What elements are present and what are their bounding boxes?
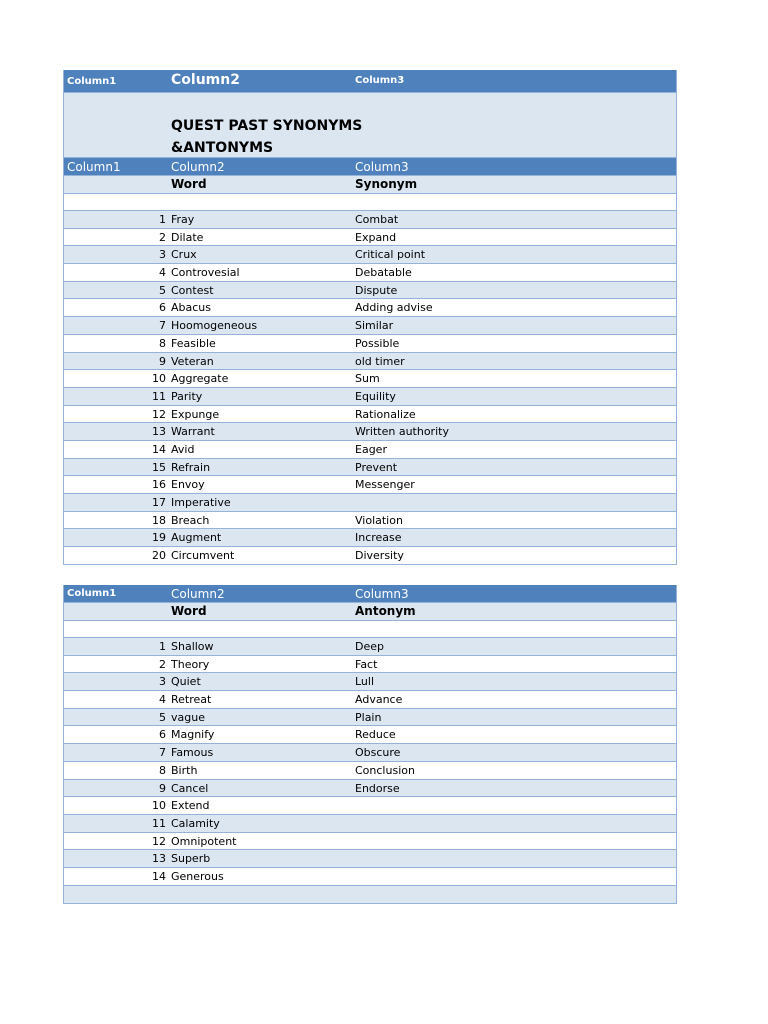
meaning-cell: Possible bbox=[355, 336, 400, 350]
row-number: 15 bbox=[152, 460, 166, 474]
word-cell: Envoy bbox=[171, 478, 205, 492]
row-number: 4 bbox=[159, 266, 166, 280]
meaning-cell: Rationalize bbox=[355, 407, 416, 421]
header-row bbox=[64, 585, 676, 603]
meaning-cell: Advance bbox=[355, 693, 403, 707]
subheader-row bbox=[64, 603, 676, 621]
top-header-row bbox=[64, 70, 676, 93]
meaning-cell: Violation bbox=[355, 513, 403, 527]
word-cell: Cancel bbox=[171, 781, 209, 795]
subheader-row bbox=[64, 176, 676, 194]
column2-header: Column2 bbox=[171, 72, 240, 88]
table-row bbox=[64, 833, 676, 851]
table-row bbox=[64, 335, 676, 353]
meaning-cell: Increase bbox=[355, 531, 402, 545]
table-row bbox=[64, 815, 676, 833]
column3-header: Column3 bbox=[355, 160, 409, 174]
meaning-cell: Lull bbox=[355, 675, 375, 689]
table-row bbox=[64, 726, 676, 744]
table-row bbox=[64, 850, 676, 868]
table-row bbox=[64, 797, 676, 815]
row-number: 18 bbox=[152, 513, 166, 527]
column2-header: Column2 bbox=[171, 160, 225, 174]
table-row bbox=[64, 229, 676, 247]
column1-header: Column1 bbox=[67, 160, 121, 174]
table-row bbox=[64, 547, 676, 565]
word-cell: Breach bbox=[171, 513, 210, 527]
word-cell: Veteran bbox=[171, 354, 214, 368]
meaning-cell: Obscure bbox=[355, 746, 401, 760]
header-row bbox=[64, 158, 676, 176]
word-cell: Avid bbox=[171, 442, 195, 456]
meaning-cell: Combat bbox=[355, 213, 399, 226]
meaning-cell: Dispute bbox=[355, 283, 398, 297]
meaning-cell: Prevent bbox=[355, 460, 398, 474]
meaning-cell: Reduce bbox=[355, 728, 396, 742]
word-cell: Refrain bbox=[171, 460, 211, 474]
row-number: 12 bbox=[152, 834, 166, 848]
word-cell: Fray bbox=[171, 213, 195, 226]
table-row bbox=[64, 709, 676, 727]
column3-header: Column3 bbox=[355, 75, 405, 86]
word-cell: Expunge bbox=[171, 407, 220, 421]
table-row bbox=[64, 211, 676, 229]
row-number: 17 bbox=[152, 496, 166, 509]
word-cell: Circumvent bbox=[171, 549, 235, 563]
word-cell: Augment bbox=[171, 531, 222, 545]
row-number: 7 bbox=[159, 746, 166, 760]
meaning-cell: Diversity bbox=[355, 549, 404, 563]
table-row bbox=[64, 691, 676, 709]
table-row bbox=[64, 673, 676, 691]
meaning-cell: Plain bbox=[355, 710, 382, 724]
row-number: 7 bbox=[159, 319, 166, 333]
word-cell: Feasible bbox=[171, 336, 216, 350]
word-cell: Abacus bbox=[171, 301, 211, 315]
row-number: 4 bbox=[159, 693, 166, 707]
table-row bbox=[64, 299, 676, 317]
word-cell: Dilate bbox=[171, 230, 204, 244]
word-cell: Warrant bbox=[171, 425, 215, 439]
word-cell: Hoomogeneous bbox=[171, 319, 258, 333]
meaning-cell: old timer bbox=[355, 354, 405, 368]
table-row bbox=[64, 744, 676, 762]
meaning-cell: Expand bbox=[355, 230, 397, 244]
word-cell: Birth bbox=[171, 763, 198, 777]
meaning-cell: Conclusion bbox=[355, 763, 415, 777]
row-number: 3 bbox=[159, 248, 166, 262]
meaning-cell: Similar bbox=[355, 319, 394, 333]
table-row bbox=[64, 264, 676, 282]
table-row bbox=[64, 282, 676, 300]
word-cell: Crux bbox=[171, 248, 197, 262]
row-number: 8 bbox=[159, 763, 166, 777]
antonyms-table bbox=[63, 585, 677, 904]
row-number: 19 bbox=[152, 531, 166, 545]
meaning-cell: Fact bbox=[355, 657, 378, 671]
meaning-cell: Deep bbox=[355, 640, 384, 653]
meaning-cell: Sum bbox=[355, 372, 380, 386]
table-row bbox=[64, 780, 676, 798]
row-number: 20 bbox=[152, 549, 166, 563]
table-row bbox=[64, 353, 676, 371]
word-cell: Omnipotent bbox=[171, 834, 237, 848]
word-cell: Shallow bbox=[171, 640, 214, 653]
meaning-cell: Adding advise bbox=[355, 301, 433, 315]
meaning-cell: Debatable bbox=[355, 266, 412, 280]
table-row bbox=[64, 388, 676, 406]
meaning-cell: Eager bbox=[355, 442, 387, 456]
word-cell: vague bbox=[171, 710, 205, 724]
word-cell: Contest bbox=[171, 283, 214, 297]
word-cell: Superb bbox=[171, 852, 211, 866]
meaning-cell: Critical point bbox=[355, 248, 426, 262]
row-number: 11 bbox=[152, 389, 166, 403]
row-number: 9 bbox=[159, 354, 166, 368]
table-row bbox=[64, 656, 676, 674]
table-row bbox=[64, 476, 676, 494]
word-cell: Theory bbox=[171, 657, 210, 671]
word-cell: Extend bbox=[171, 799, 210, 813]
word-cell: Imperative bbox=[171, 496, 231, 509]
column1-header: Column1 bbox=[67, 588, 117, 599]
row-number: 5 bbox=[159, 283, 166, 297]
meaning-cell: Written authority bbox=[355, 425, 449, 439]
antonym-heading: Antonym bbox=[355, 604, 416, 618]
column1-header: Column1 bbox=[67, 76, 117, 87]
word-heading: Word bbox=[171, 604, 207, 618]
word-cell: Quiet bbox=[171, 675, 201, 689]
column3-header: Column3 bbox=[355, 587, 409, 601]
table-row bbox=[64, 494, 676, 512]
row-number: 9 bbox=[159, 781, 166, 795]
word-cell: Retreat bbox=[171, 693, 212, 707]
row-number: 10 bbox=[152, 372, 166, 386]
word-cell: Generous bbox=[171, 869, 224, 883]
column2-header: Column2 bbox=[171, 587, 225, 601]
word-cell: Aggregate bbox=[171, 372, 229, 386]
row-number: 10 bbox=[152, 799, 166, 813]
row-number: 16 bbox=[152, 478, 166, 492]
table-row bbox=[64, 762, 676, 780]
synonyms-table bbox=[63, 70, 677, 565]
table-row bbox=[64, 529, 676, 547]
blank-row bbox=[64, 886, 676, 904]
meaning-cell: Equility bbox=[355, 389, 396, 403]
word-cell: Famous bbox=[171, 746, 214, 760]
table-row bbox=[64, 638, 676, 656]
word-cell: Parity bbox=[171, 389, 203, 403]
row-number: 13 bbox=[152, 425, 166, 439]
blank-row bbox=[64, 621, 676, 638]
meaning-cell: Messenger bbox=[355, 478, 415, 492]
title-row bbox=[64, 93, 676, 158]
row-number: 1 bbox=[159, 640, 166, 653]
table-row bbox=[64, 317, 676, 335]
row-number: 8 bbox=[159, 336, 166, 350]
row-number: 14 bbox=[152, 869, 166, 883]
blank-row bbox=[64, 194, 676, 211]
row-number: 1 bbox=[159, 213, 166, 226]
row-number: 12 bbox=[152, 407, 166, 421]
row-number: 11 bbox=[152, 816, 166, 830]
row-number: 2 bbox=[159, 657, 166, 671]
meaning-cell: Endorse bbox=[355, 781, 400, 795]
row-number: 3 bbox=[159, 675, 166, 689]
word-heading: Word bbox=[171, 177, 207, 191]
page-title: QUEST PAST SYNONYMS &ANTONYMS bbox=[171, 118, 363, 156]
table-row bbox=[64, 512, 676, 530]
row-number: 6 bbox=[159, 728, 166, 742]
table-row bbox=[64, 459, 676, 477]
word-cell: Calamity bbox=[171, 816, 220, 830]
word-cell: Controvesial bbox=[171, 266, 240, 280]
table-row bbox=[64, 423, 676, 441]
table-row bbox=[64, 406, 676, 424]
table-row bbox=[64, 246, 676, 264]
table-row bbox=[64, 868, 676, 886]
row-number: 13 bbox=[152, 852, 166, 866]
row-number: 6 bbox=[159, 301, 166, 315]
row-number: 5 bbox=[159, 710, 166, 724]
synonym-heading: Synonym bbox=[355, 177, 418, 191]
table-row bbox=[64, 441, 676, 459]
row-number: 2 bbox=[159, 230, 166, 244]
word-cell: Magnify bbox=[171, 728, 215, 742]
table-row bbox=[64, 370, 676, 388]
row-number: 14 bbox=[152, 442, 166, 456]
